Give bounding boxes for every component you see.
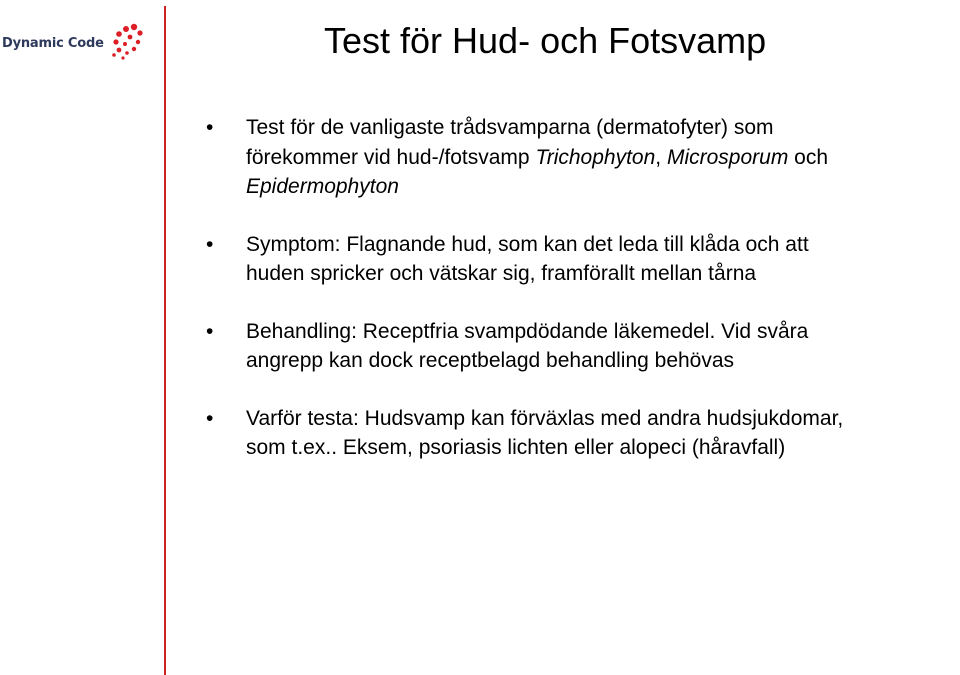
vertical-divider bbox=[164, 6, 166, 675]
bullet-text bbox=[246, 404, 958, 463]
italic-term-epidermophyton: Epidermophyton bbox=[246, 175, 399, 198]
text-run: förekommer vid hud-/fotsvamp bbox=[246, 145, 536, 169]
dynamic-code-logo bbox=[2, 22, 144, 62]
text-run: , bbox=[655, 145, 667, 169]
bullet-item-test bbox=[206, 113, 958, 202]
bullet-line: angrepp kan dock receptbelagd behandling behövas bbox=[246, 349, 735, 372]
bullet-text bbox=[246, 317, 958, 376]
bullet-item-symptom bbox=[206, 230, 958, 289]
italic-term-trichophyton: Trichophyton bbox=[535, 145, 656, 169]
bullet-line: Symptom: Flagnande hud, som kan det leda till klåda och att bbox=[246, 232, 809, 256]
text-run: och bbox=[788, 145, 829, 169]
bullet-dot: • bbox=[206, 232, 214, 256]
bullet-line: Varför testa: Hudsvamp kan förväxlas med andra hudsjukdomar, bbox=[246, 406, 844, 430]
bullet-line: huden spricker och vätskar sig, framförallt mellan tårna bbox=[246, 262, 757, 285]
bullet-item-behandling bbox=[206, 317, 958, 376]
bullet-line: som t.ex.. Eksem, psoriasis lichten eller alopeci (håravfall) bbox=[246, 436, 786, 459]
bullet-line: Test för de vanligaste trådsvamparna (dermatofyter) som bbox=[246, 116, 774, 139]
logo-dots-icon bbox=[106, 22, 146, 62]
bullet-dot: • bbox=[206, 406, 214, 430]
bullet-line bbox=[246, 143, 958, 173]
bullet-list bbox=[206, 113, 958, 491]
bullet-dot: • bbox=[206, 116, 214, 139]
bullet-text bbox=[246, 230, 958, 289]
bullet-line: Behandling: Receptfria svampdödande läkemedel. Vid svåra bbox=[246, 319, 809, 343]
italic-term-microsporum: Microsporum bbox=[666, 145, 789, 169]
bullet-text bbox=[246, 113, 958, 202]
bullet-dot: • bbox=[206, 319, 214, 343]
page-title: Test för Hud- och Fotsvamp bbox=[324, 20, 767, 61]
bullet-item-varfor-testa bbox=[206, 404, 958, 463]
logo-text: Dynamic Code bbox=[2, 36, 104, 51]
